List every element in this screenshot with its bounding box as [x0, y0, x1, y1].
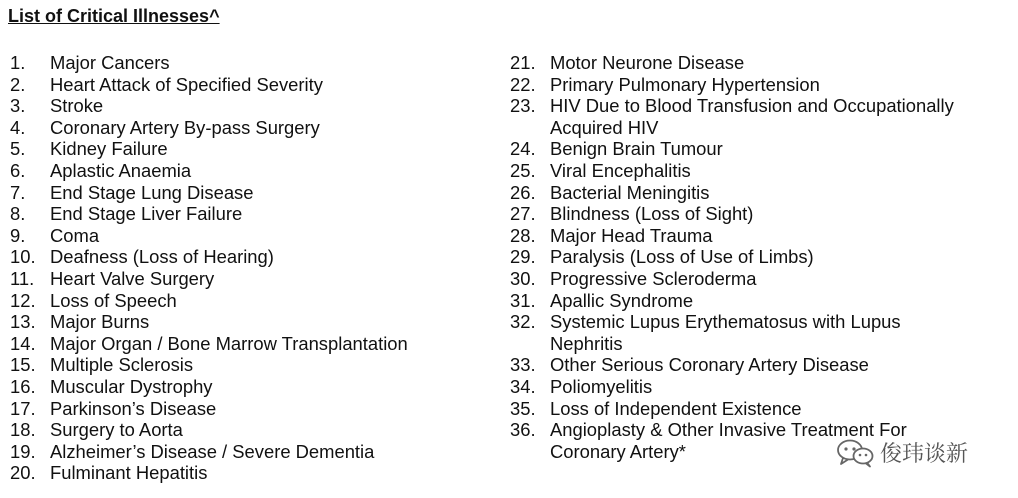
item-number: 24.: [510, 138, 536, 160]
item-number: 34.: [510, 375, 536, 397]
list-item: [10, 376, 480, 398]
item-text: Heart Valve Surgery: [50, 267, 215, 289]
list-item: [10, 160, 480, 182]
item-number: 9.: [10, 224, 26, 246]
item-text: End Stage Lung Disease: [50, 181, 254, 203]
item-text: Loss of Independent Existence: [550, 397, 802, 419]
item-number: 35.: [510, 397, 536, 419]
watermark-text: 俊玮谈新: [880, 442, 969, 467]
item-number: 17.: [10, 397, 36, 419]
item-text: Progressive Scleroderma: [550, 267, 757, 289]
item-number: 5.: [10, 138, 26, 160]
list-item: [510, 95, 1000, 138]
list-item: [510, 376, 1000, 398]
item-number: 20.: [10, 462, 36, 484]
item-number: 8.: [10, 203, 26, 225]
list-item: [10, 117, 480, 139]
list-item: [10, 52, 480, 74]
item-number: 26.: [510, 181, 536, 203]
item-text: Parkinson’s Disease: [50, 397, 217, 419]
page-title: List of Critical Illnesses^: [8, 6, 220, 26]
item-text: HIV Due to Blood Transfusion and Occupationally Acquired HIV: [550, 95, 954, 138]
item-text: Major Cancers: [50, 52, 170, 73]
item-text: Surgery to Aorta: [50, 419, 183, 441]
item-text: Kidney Failure: [50, 138, 168, 160]
list-item: [510, 398, 1000, 420]
item-number: 15.: [10, 354, 36, 376]
illness-list-left: [10, 52, 480, 484]
item-number: 2.: [10, 73, 26, 95]
list-item: [10, 95, 480, 117]
item-number: 1.: [10, 52, 26, 73]
item-text: Fulminant Hepatitis: [50, 462, 208, 484]
item-number: 11.: [10, 267, 35, 289]
list-item: [510, 182, 1000, 204]
item-text: Heart Attack of Specified Severity: [50, 73, 323, 95]
item-text: Apallic Syndrome: [550, 289, 694, 311]
item-text: Paralysis (Loss of Use of Limbs): [550, 246, 814, 268]
list-item: [10, 74, 480, 96]
list-item: [510, 138, 1000, 160]
item-number: 10.: [10, 246, 36, 268]
item-text: Muscular Dystrophy: [50, 375, 213, 397]
list-item: [510, 311, 1000, 354]
item-text: Alzheimer’s Disease / Severe Dementia: [50, 440, 375, 462]
list-item: [510, 203, 1000, 225]
list-item: [10, 462, 480, 484]
item-text: Angioplasty & Other Invasive Treatment For Coronary Artery*: [550, 419, 907, 462]
item-number: 27.: [510, 203, 536, 225]
list-item: [510, 74, 1000, 96]
list-item: [10, 203, 480, 225]
list-item: [510, 160, 1000, 182]
list-item: [510, 246, 1000, 268]
item-text: Systemic Lupus Erythematosus with Lupus Nephritis: [550, 311, 901, 354]
item-text: Deafness (Loss of Hearing): [50, 246, 274, 268]
item-number: 22.: [510, 73, 536, 95]
item-text: Coma: [50, 224, 100, 246]
item-text: Major Head Trauma: [550, 224, 713, 246]
item-number: 33.: [510, 354, 536, 376]
item-number: 4.: [10, 116, 26, 138]
list-item: [10, 441, 480, 463]
list-item: [10, 311, 480, 333]
list-item: [510, 225, 1000, 247]
list-item: [10, 333, 480, 355]
item-number: 12.: [10, 289, 36, 311]
list-item: [10, 419, 480, 441]
item-number: 16.: [10, 375, 36, 397]
item-text: Coronary Artery By-pass Surgery: [50, 116, 320, 138]
item-number: 21.: [510, 52, 536, 73]
watermark: [836, 437, 968, 468]
list-item: [10, 138, 480, 160]
item-number: 29.: [510, 246, 536, 268]
item-number: 13.: [10, 311, 36, 333]
item-text: Multiple Sclerosis: [50, 354, 194, 376]
list-item: [510, 354, 1000, 376]
item-text: Primary Pulmonary Hypertension: [550, 73, 820, 95]
item-number: 31.: [510, 289, 536, 311]
item-number: 19.: [10, 440, 36, 462]
list-item: [510, 52, 1000, 74]
illness-list-right: [510, 52, 1000, 462]
item-number: 36.: [510, 419, 536, 441]
item-text: Blindness (Loss of Sight): [550, 203, 754, 225]
list-item: [510, 268, 1000, 290]
item-number: 3.: [10, 95, 26, 117]
item-number: 28.: [510, 224, 536, 246]
wechat-icon: [836, 438, 874, 468]
item-text: Bacterial Meningitis: [550, 181, 710, 203]
item-number: 32.: [510, 311, 536, 333]
item-text: Major Burns: [50, 311, 150, 333]
item-number: 25.: [510, 159, 536, 181]
list-item: [10, 354, 480, 376]
item-text: Poliomyelitis: [550, 375, 653, 397]
list-item: [10, 225, 480, 247]
item-text: Benign Brain Tumour: [550, 138, 723, 160]
item-number: 14.: [10, 332, 36, 354]
item-text: Major Organ / Bone Marrow Transplantation: [50, 332, 408, 354]
item-text: Aplastic Anaemia: [50, 159, 192, 181]
item-text: Motor Neurone Disease: [550, 52, 745, 73]
item-text: Other Serious Coronary Artery Disease: [550, 354, 869, 376]
list-item: [510, 290, 1000, 312]
item-text: Loss of Speech: [50, 289, 177, 311]
item-text: Stroke: [50, 95, 104, 117]
item-number: 30.: [510, 267, 536, 289]
list-item: [10, 246, 480, 268]
item-number: 6.: [10, 159, 26, 181]
item-text: End Stage Liver Failure: [50, 203, 243, 225]
item-number: 23.: [510, 95, 536, 117]
list-item: [10, 398, 480, 420]
list-item: [10, 290, 480, 312]
list-item: [10, 268, 480, 290]
item-text: Viral Encephalitis: [550, 159, 691, 181]
item-number: 7.: [10, 181, 26, 203]
item-number: 18.: [10, 419, 36, 441]
list-item: [10, 182, 480, 204]
